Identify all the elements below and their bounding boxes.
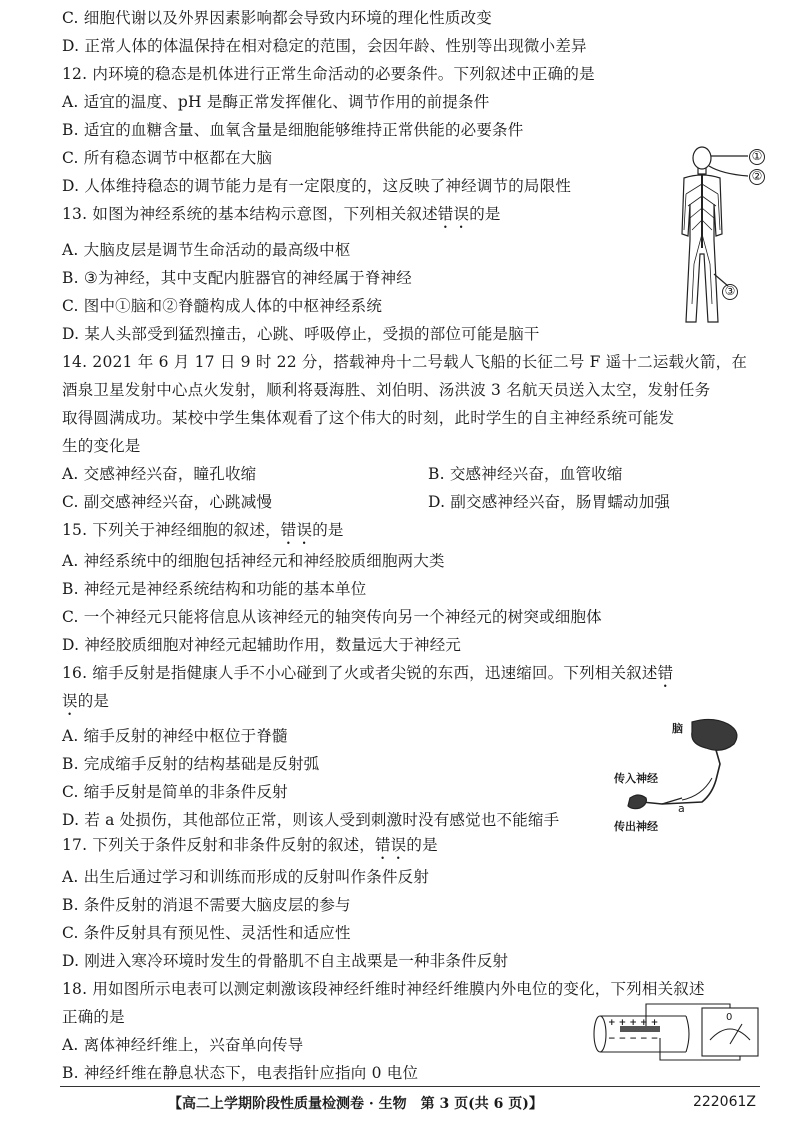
galvanometer-figure [590, 1000, 766, 1064]
emphasis-text: 错误 [374, 836, 407, 854]
question-14-option-a: A. 交感神经兴奋，瞳孔收缩 [62, 465, 257, 483]
reflex-arc-figure [612, 718, 762, 836]
question-16-option-b: B. 完成缩手反射的结构基础是反射弧 [62, 755, 320, 773]
question-18-option-a: A. 离体神经纤维上，兴奋单向传导 [62, 1036, 304, 1054]
question-13-option-a: A. 大脑皮层是调节生命活动的最高级中枢 [62, 241, 351, 259]
stem-text: 的是 [312, 521, 344, 539]
question-16-stem-line [62, 662, 673, 691]
option-line: C. 细胞代谢以及外界因素影响都会导致内环境的理化性质改变 [62, 9, 492, 27]
afferent-nerve-label: 传入神经 [614, 772, 658, 785]
emphasis-text: 误 [62, 692, 78, 710]
question-12-option-c: C. 所有稳态调节中枢都在大脑 [62, 149, 273, 167]
nerve-fiber-meter-drawing [590, 1000, 766, 1064]
question-14-option-c: C. 副交感神经兴奋，心跳减慢 [62, 493, 273, 511]
question-12-stem: 12. 内环境的稳态是机体进行正常生命活动的必要条件。下列叙述中正确的是 [62, 65, 595, 83]
question-12-option-b: B. 适宜的血糖含量、血氧含量是细胞能够维持正常供能的必要条件 [62, 121, 524, 139]
question-13-option-b: B. ③为神经，其中支配内脏器官的神经属于脊神经 [62, 269, 412, 287]
question-15-stem [62, 519, 344, 548]
question-17-stem [62, 834, 438, 863]
stem-text: 13. 如图为神经系统的基本结构示意图，下列相关叙述 [62, 205, 438, 223]
option-line: D. 正常人体的体温保持在相对稳定的范围，会因年龄、性别等出现微小差异 [62, 37, 587, 55]
question-14-stem-line: 酒泉卫星发射中心点火发射，顺利将聂海胜、刘伯明、汤洪波 3 名航天员送入太空，发射任务 [62, 381, 711, 399]
positive-charge-row: + + + + + [608, 1018, 659, 1028]
question-12-option-d: D. 人体维持稳态的调节能力是有一定限度的，这反映了神经调节的局限性 [62, 177, 572, 195]
question-17-option-d: D. 刚进入寒冷环境时发生的骨骼肌不自主战栗是一种非条件反射 [62, 952, 509, 970]
page-footer: 【高二上学期阶段性质量检测卷 · 生物 第 3 页(共 6 页)】 [168, 1096, 543, 1112]
stem-text: 16. 缩手反射是指健康人手不小心碰到了火或者尖锐的东西，迅速缩回。下列相关叙述 [62, 664, 658, 682]
stem-text: 17. 下列关于条件反射和非条件反射的叙述， [62, 836, 375, 854]
zero-mark: 0 [726, 1012, 733, 1023]
question-12-option-a: A. 适宜的温度、pH 是酶正常发挥催化、调节作用的前提条件 [62, 93, 490, 111]
question-14-option-b: B. 交感神经兴奋，血管收缩 [428, 465, 623, 483]
document-code: 222061Z [692, 1094, 756, 1110]
question-14-option-d: D. 副交感神经兴奋，肠胃蠕动加强 [428, 493, 671, 511]
question-18-stem-line: 正确的是 [62, 1008, 125, 1026]
question-16-stem-line [62, 690, 109, 719]
question-16-option-c: C. 缩手反射是简单的非条件反射 [62, 783, 288, 801]
nervous-system-figure [662, 144, 772, 330]
label-1: ① [749, 149, 765, 165]
question-14-stem-line: 生的变化是 [62, 437, 141, 455]
stem-text: 的是 [406, 836, 438, 854]
footer-divider [60, 1086, 760, 1087]
question-16-option-d: D. 若 a 处损伤，其他部位正常，则该人受到刺激时没有感觉也不能缩手 [62, 811, 560, 829]
emphasis-text: 错 [657, 664, 674, 682]
question-16-option-a: A. 缩手反射的神经中枢位于脊髓 [62, 727, 288, 745]
question-18-stem-line: 18. 用如图所示电表可以测定刺激该段神经纤维时神经纤维膜内外电位的变化，下列相关叙述 [62, 980, 705, 998]
question-13-option-c: C. 图中①脑和②脊髓构成人体的中枢神经系统 [62, 297, 383, 315]
question-17-option-a: A. 出生后通过学习和训练而形成的反射叫作条件反射 [62, 868, 430, 886]
question-15-option-c: C. 一个神经元只能将信息从该神经元的轴突传向另一个神经元的树突或细胞体 [62, 608, 602, 626]
question-13-option-d: D. 某人头部受到猛烈撞击，心跳、呼吸停止，受损的部位可能是脑干 [62, 325, 540, 343]
question-15-option-b: B. 神经元是神经系统结构和功能的基本单位 [62, 580, 367, 598]
efferent-nerve-label: 传出神经 [614, 820, 658, 833]
question-17-option-c: C. 条件反射具有预见性、灵活性和适应性 [62, 924, 351, 942]
question-15-option-a: A. 神经系统中的细胞包括神经元和神经胶质细胞两大类 [62, 552, 445, 570]
question-17-option-b: B. 条件反射的消退不需要大脑皮层的参与 [62, 896, 351, 914]
question-15-option-d: D. 神经胶质细胞对神经元起辅助作用，数量远大于神经元 [62, 636, 462, 654]
emphasis-text: 错误 [437, 205, 470, 223]
negative-charge-row: − − − − − [608, 1034, 659, 1044]
question-14-stem-line: 取得圆满成功。某校中学生集体观看了这个伟大的时刻，此时学生的自主神经系统可能发 [62, 409, 675, 427]
stem-text: 的是 [77, 692, 110, 710]
emphasis-text: 错误 [280, 521, 313, 539]
question-14-stem-line: 14. 2021 年 6 月 17 日 9 时 22 分，搭载神舟十二号载人飞船的长征二号 F 遥十二运载火箭，在 [62, 353, 748, 371]
label-2: ② [749, 169, 765, 185]
question-13-stem [62, 203, 501, 232]
stem-text: 15. 下列关于神经细胞的叙述， [62, 521, 281, 539]
label-3: ③ [722, 284, 738, 300]
point-a-label: a [678, 802, 685, 815]
brain-label: 脑 [672, 722, 683, 735]
stem-text: 的是 [469, 205, 501, 223]
question-18-option-b: B. 神经纤维在静息状态下，电表指针应指向 0 电位 [62, 1064, 419, 1082]
